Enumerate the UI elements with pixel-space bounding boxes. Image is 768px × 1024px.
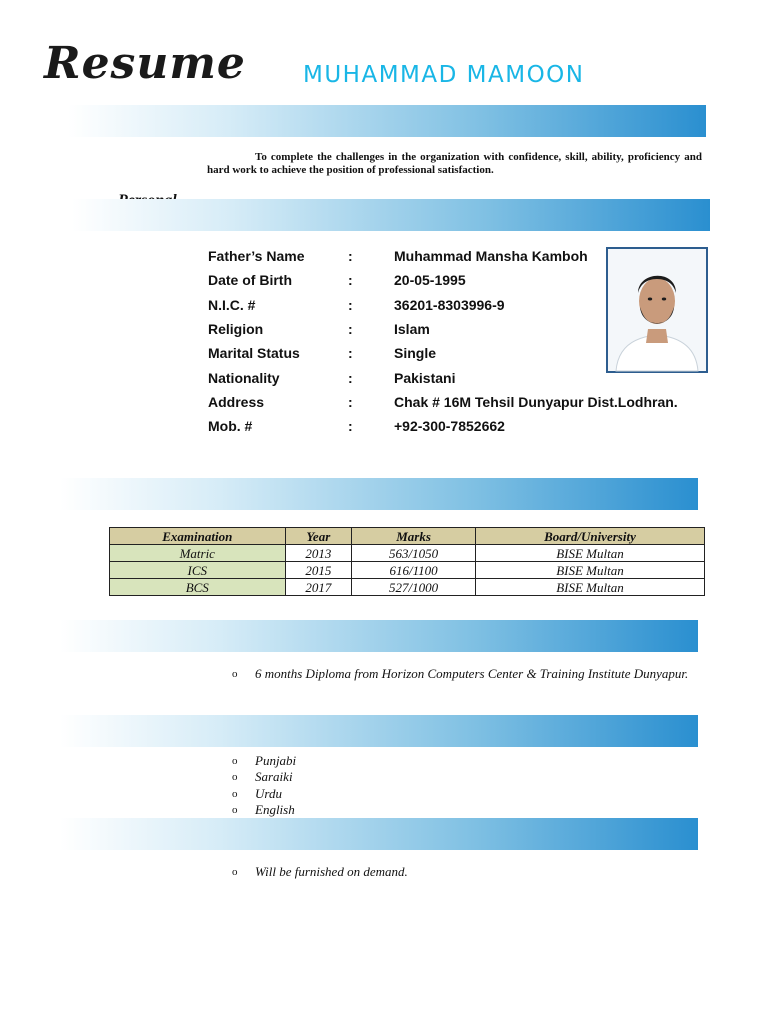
table-cell: 2017 (285, 579, 352, 596)
info-value: 20-05-1995 (394, 272, 466, 289)
table-row (110, 545, 705, 562)
info-value: 36201-8303996-9 (394, 296, 505, 313)
table-cell: 2015 (285, 562, 352, 579)
language-text: Urdu (255, 785, 282, 801)
info-value: Chak # 16M Tehsil Dunyapur Dist.Lodhran. (394, 393, 678, 410)
bullet-marker: o (232, 866, 238, 878)
language-text: English (255, 801, 295, 817)
education-table (109, 527, 705, 596)
table-cell: BISE Multan (475, 579, 704, 596)
resume-logo: Resume (44, 38, 246, 89)
education-section-band (60, 478, 698, 510)
info-separator: : (348, 321, 353, 338)
language-text: Punjabi (255, 753, 297, 768)
info-label: Mob. # (208, 418, 253, 435)
bullet-marker: o (232, 668, 238, 680)
list-item (232, 864, 632, 880)
info-value: +92-300-7852662 (394, 418, 505, 435)
info-value: Pakistani (394, 369, 456, 386)
table-cell: ICS (110, 562, 286, 579)
info-separator: : (348, 272, 353, 289)
profile-photo (606, 247, 708, 373)
info-label: Date of Birth (208, 272, 292, 289)
table-row (110, 579, 705, 596)
table-cell: 563/1050 (352, 545, 476, 562)
bullet-marker: o (232, 787, 238, 800)
person-silhouette-icon (608, 249, 706, 371)
info-separator: : (348, 248, 353, 265)
list-item (232, 786, 532, 802)
bullet-marker: o (232, 803, 238, 816)
info-label: Address (208, 393, 265, 410)
table-cell: BCS (110, 579, 286, 596)
references-list (232, 864, 632, 880)
info-separator: : (348, 418, 353, 435)
list-item (232, 769, 532, 785)
info-separator: : (348, 369, 353, 386)
education-header-cell: Marks (352, 528, 476, 545)
language-text: Saraiki (255, 769, 293, 785)
education-header-row (110, 528, 705, 545)
info-row-address (208, 390, 678, 414)
info-label: Marital Status (208, 345, 300, 362)
table-row (110, 562, 705, 579)
info-separator: : (348, 296, 353, 313)
education-header-cell: Board/University (475, 528, 704, 545)
table-cell: BISE Multan (475, 562, 704, 579)
info-value: Single (394, 345, 437, 362)
diploma-list (232, 666, 692, 682)
objective-section-band (68, 105, 706, 137)
info-value: Islam (394, 321, 430, 338)
reference-text: Will be furnished on demand. (255, 864, 408, 879)
info-label: Religion (208, 321, 264, 338)
languages-list (232, 753, 532, 818)
diploma-text: 6 months Diploma from Horizon Computers Center & Training Institute Dunyapur. (255, 666, 689, 681)
info-row-mobile (208, 414, 678, 438)
table-cell: 616/1100 (352, 562, 476, 579)
candidate-name: MUHAMMAD MAMOON (303, 62, 585, 88)
objective-text: To complete the challenges in the organization with confidence, skill, ability, proficiency and hard work to achieve the position of professional satisfaction. (207, 151, 702, 176)
references-section-band (60, 818, 698, 850)
education-header-cell: Examination (110, 528, 286, 545)
info-label: Father’s Name (208, 248, 305, 265)
info-separator: : (348, 393, 353, 410)
bullet-marker: o (232, 755, 238, 767)
table-cell: Matric (110, 545, 286, 562)
languages-section-band (60, 715, 698, 747)
table-cell: 527/1000 (352, 579, 476, 596)
table-cell: 2013 (285, 545, 352, 562)
info-value: Muhammad Mansha Kamboh (394, 248, 588, 265)
info-label: N.I.C. # (208, 296, 256, 313)
list-item (232, 802, 532, 818)
table-cell: BISE Multan (475, 545, 704, 562)
education-header-cell: Year (285, 528, 352, 545)
bullet-marker: o (232, 771, 238, 784)
info-label: Nationality (208, 369, 280, 386)
diploma-section-band (60, 620, 698, 652)
info-separator: : (348, 345, 353, 362)
personal-section-band (72, 199, 710, 231)
list-item (232, 753, 532, 769)
list-item (232, 666, 692, 682)
